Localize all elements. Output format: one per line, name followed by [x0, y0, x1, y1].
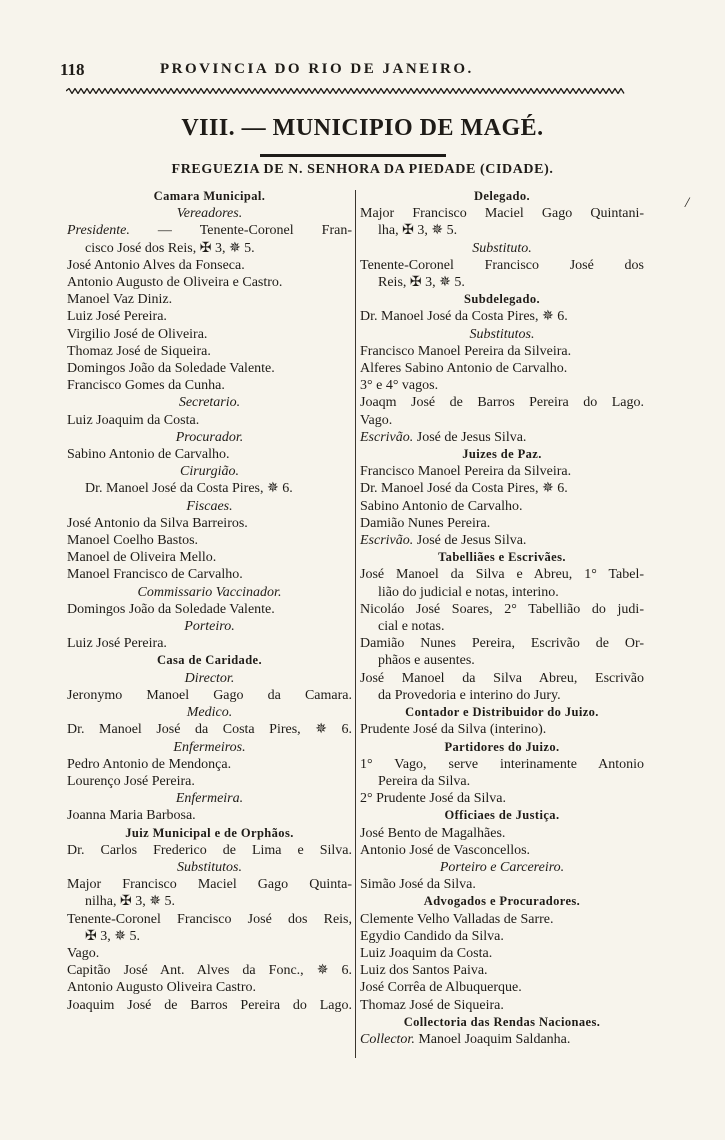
list-item: 2° Prudente José da Silva. [360, 791, 506, 807]
list-item: Dr. Manoel José da Costa Pires, ✵ 6. [67, 722, 352, 738]
list-item: Francisco Manoel Pereira da Silveira. [360, 343, 572, 359]
entry-label: Escrivão. [360, 429, 414, 445]
list-item: Egydio Candido da Silva. [360, 928, 504, 944]
entry-line: lião do judicial e notas, interino. [378, 584, 559, 600]
subheading: Vereadores. [176, 206, 243, 222]
list-item: Vago. [67, 945, 100, 961]
list-item: José Antonio Alves da Fonseca. [67, 257, 245, 273]
entry-label: Escrivão. [360, 533, 414, 549]
entry-line: lha, ✠ 3, ✵ 5. [378, 223, 458, 239]
entry-line: nilha, ✠ 3, ✵ 5. [85, 894, 175, 910]
list-item: Sabino Antonio de Carvalho. [360, 498, 523, 514]
entry-line: Nicoláo José Soares, 2° Tabellião do judi- [360, 601, 644, 617]
list-item: Prudente José da Silva (interino). [360, 722, 547, 738]
entry-line: José Manoel da Silva e Abreu, 1° Tabel- [360, 567, 644, 583]
list-item: Luiz Joaquim da Costa. [67, 412, 200, 428]
subheading: Porteiro. [184, 619, 235, 635]
list-item: Antonio Augusto Oliveira Castro. [67, 980, 256, 996]
section-heading: Delegado. [473, 189, 531, 203]
list-item: Damião Nunes Pereira. [360, 515, 491, 531]
entry-line [360, 429, 644, 446]
list-item: Dr. Manoel José da Costa Pires, ✵ 6. [360, 481, 568, 497]
list-item: Thomaz José de Siqueira. [360, 997, 504, 1013]
subheading: Director. [184, 670, 235, 686]
entry-line: ✠ 3, ✵ 5. [85, 928, 140, 944]
list-item: Francisco Gomes da Cunha. [67, 378, 225, 394]
subheading: Cirurgião. [180, 464, 239, 480]
list-item: Domingos João da Soledade Valente. [67, 361, 275, 377]
entry-line: Major Francisco Maciel Gago Quintani- [360, 206, 644, 222]
list-item: 3° e 4° vagos. [360, 378, 439, 394]
margin-mark: / [685, 195, 690, 211]
entry-line: Tenente-Coronel Francisco José dos [360, 257, 644, 273]
section-heading: Juiz Municipal e de Orphãos. [125, 825, 294, 840]
subheading: Substitutos. [177, 859, 242, 875]
list-item: Pedro Antonio de Mendonça. [67, 756, 232, 772]
list-item: Vago. [360, 412, 393, 428]
entry-line: Pereira da Silva. [378, 773, 471, 789]
section-heading: Subdelegado. [463, 292, 540, 307]
subheading: Medico. [186, 705, 233, 721]
entry-line: Reis, ✠ 3, ✵ 5. [378, 275, 465, 291]
section-heading: Camara Municipal. [153, 189, 266, 203]
entry-line: Tenente-Coronel Francisco José dos Reis, [67, 911, 352, 927]
entry-label: Collector. [360, 1031, 415, 1047]
list-item: Thomaz José de Siqueira. [67, 343, 211, 359]
list-item: Sabino Antonio de Carvalho. [67, 447, 230, 463]
section-heading: Juizes de Paz. [462, 447, 542, 462]
entry-line: cial e notas. [378, 619, 445, 635]
entry-line [67, 222, 352, 239]
subheading: Porteiro e Carcereiro. [439, 859, 565, 875]
list-item: Dr. Manoel José da Costa Pires, ✵ 6. [360, 309, 568, 325]
list-item: Dr. Carlos Frederico de Lima e Silva. [67, 842, 352, 858]
list-item: Francisco Manoel Pereira da Silveira. [360, 464, 572, 480]
title-rule [260, 154, 446, 157]
section-heading: Officiaes de Justiça. [444, 808, 560, 823]
list-item: Alferes Sabino Antonio de Carvalho. [360, 361, 568, 377]
entry-text: Manoel Joaquim Saldanha. [418, 1031, 571, 1047]
entry-line: José Manoel da Silva Abreu, Escrivão [360, 670, 644, 686]
subheading: Enfermeiros. [173, 739, 246, 755]
list-item: Luiz dos Santos Paiva. [360, 963, 488, 979]
entry-text: José de Jesus Silva. [416, 533, 527, 549]
entry-line: 1° Vago, serve interinamente Antonio [360, 756, 644, 772]
entry-line: phãos e ausentes. [378, 653, 475, 669]
entry-line: da Provedoria e interino do Jury. [378, 687, 561, 703]
subheading: Fiscaes. [186, 498, 233, 514]
entry-text: José de Jesus Silva. [416, 429, 527, 445]
subheading: Substitutos. [469, 326, 535, 342]
entry-line [360, 1031, 644, 1048]
list-item: Manoel Vaz Diniz. [67, 292, 173, 308]
subheading: Commissario Vaccinador. [137, 584, 282, 600]
ornament-rule [66, 88, 642, 94]
section-heading: Tabelliães e Escrivães. [438, 550, 566, 565]
subheading: Procurador. [175, 429, 244, 445]
list-item: Manoel de Oliveira Mello. [67, 550, 217, 566]
list-item: Jeronymo Manoel Gago da Camara. [67, 687, 352, 703]
page-title: VIII. — MUNICIPIO DE MAGÉ. [181, 115, 544, 141]
page-number: 118 [60, 60, 85, 79]
subheading: Substituto. [472, 240, 532, 256]
list-item: Virgilio José de Oliveira. [67, 326, 208, 342]
section-heading: Partidores do Juizo. [444, 739, 560, 754]
right-column [360, 188, 644, 1048]
list-item: Antonio Augusto de Oliveira e Castro. [67, 275, 283, 291]
list-item: Joanna Maria Barbosa. [67, 808, 196, 824]
list-item: Luiz José Pereira. [67, 636, 167, 652]
list-item: Dr. Manoel José da Costa Pires, ✵ 6. [85, 481, 293, 497]
section-heading: Advogados e Procuradores. [423, 894, 581, 909]
list-item: José Corrêa de Albuquerque. [360, 980, 522, 996]
left-column [67, 188, 352, 1014]
list-item: José Bento de Magalhães. [360, 825, 506, 841]
entry-line: Major Francisco Maciel Gago Quinta- [67, 877, 352, 893]
list-item: Manoel Coelho Bastos. [67, 533, 199, 549]
section-heading: Casa de Caridade. [156, 653, 263, 668]
list-item: Clemente Velho Valladas de Sarre. [360, 911, 554, 927]
page-subtitle: FREGUEZIA DE N. SENHORA DA PIEDADE (CIDADE). [171, 162, 554, 177]
list-item: Manoel Francisco de Carvalho. [67, 567, 243, 583]
list-item: Luiz Joaquim da Costa. [360, 945, 493, 961]
entry-label: Presidente. [67, 223, 130, 239]
entry-text: — Tenente-Coronel Fran- [157, 223, 352, 239]
column-divider [355, 190, 356, 1058]
running-head: PROVINCIA DO RIO DE JANEIRO. [160, 61, 474, 77]
list-item: Lourenço José Pereira. [67, 773, 195, 789]
entry-line [360, 532, 644, 549]
section-heading: Collectoria das Rendas Nacionaes. [403, 1014, 601, 1029]
subheading: Enfermeira. [175, 791, 244, 807]
list-item: Simão José da Silva. [360, 877, 476, 893]
list-item: Luiz José Pereira. [67, 309, 167, 325]
list-item: José Antonio da Silva Barreiros. [67, 515, 248, 531]
list-item: Domingos João da Soledade Valente. [67, 601, 275, 617]
list-item: Joaquim José de Barros Pereira do Lago. [67, 997, 352, 1013]
entry-line: cisco José dos Reis, ✠ 3, ✵ 5. [85, 240, 255, 256]
list-item: Joaqm José de Barros Pereira do Lago. [360, 395, 644, 411]
entry-line: Damião Nunes Pereira, Escrivão de Or- [360, 636, 644, 652]
section-heading: Contador e Distribuidor do Juizo. [405, 705, 599, 720]
list-item: Capitão José Ant. Alves da Fonc., ✵ 6. [67, 963, 352, 979]
subheading: Secretario. [178, 395, 241, 411]
list-item: Antonio José de Vasconcellos. [360, 842, 531, 858]
